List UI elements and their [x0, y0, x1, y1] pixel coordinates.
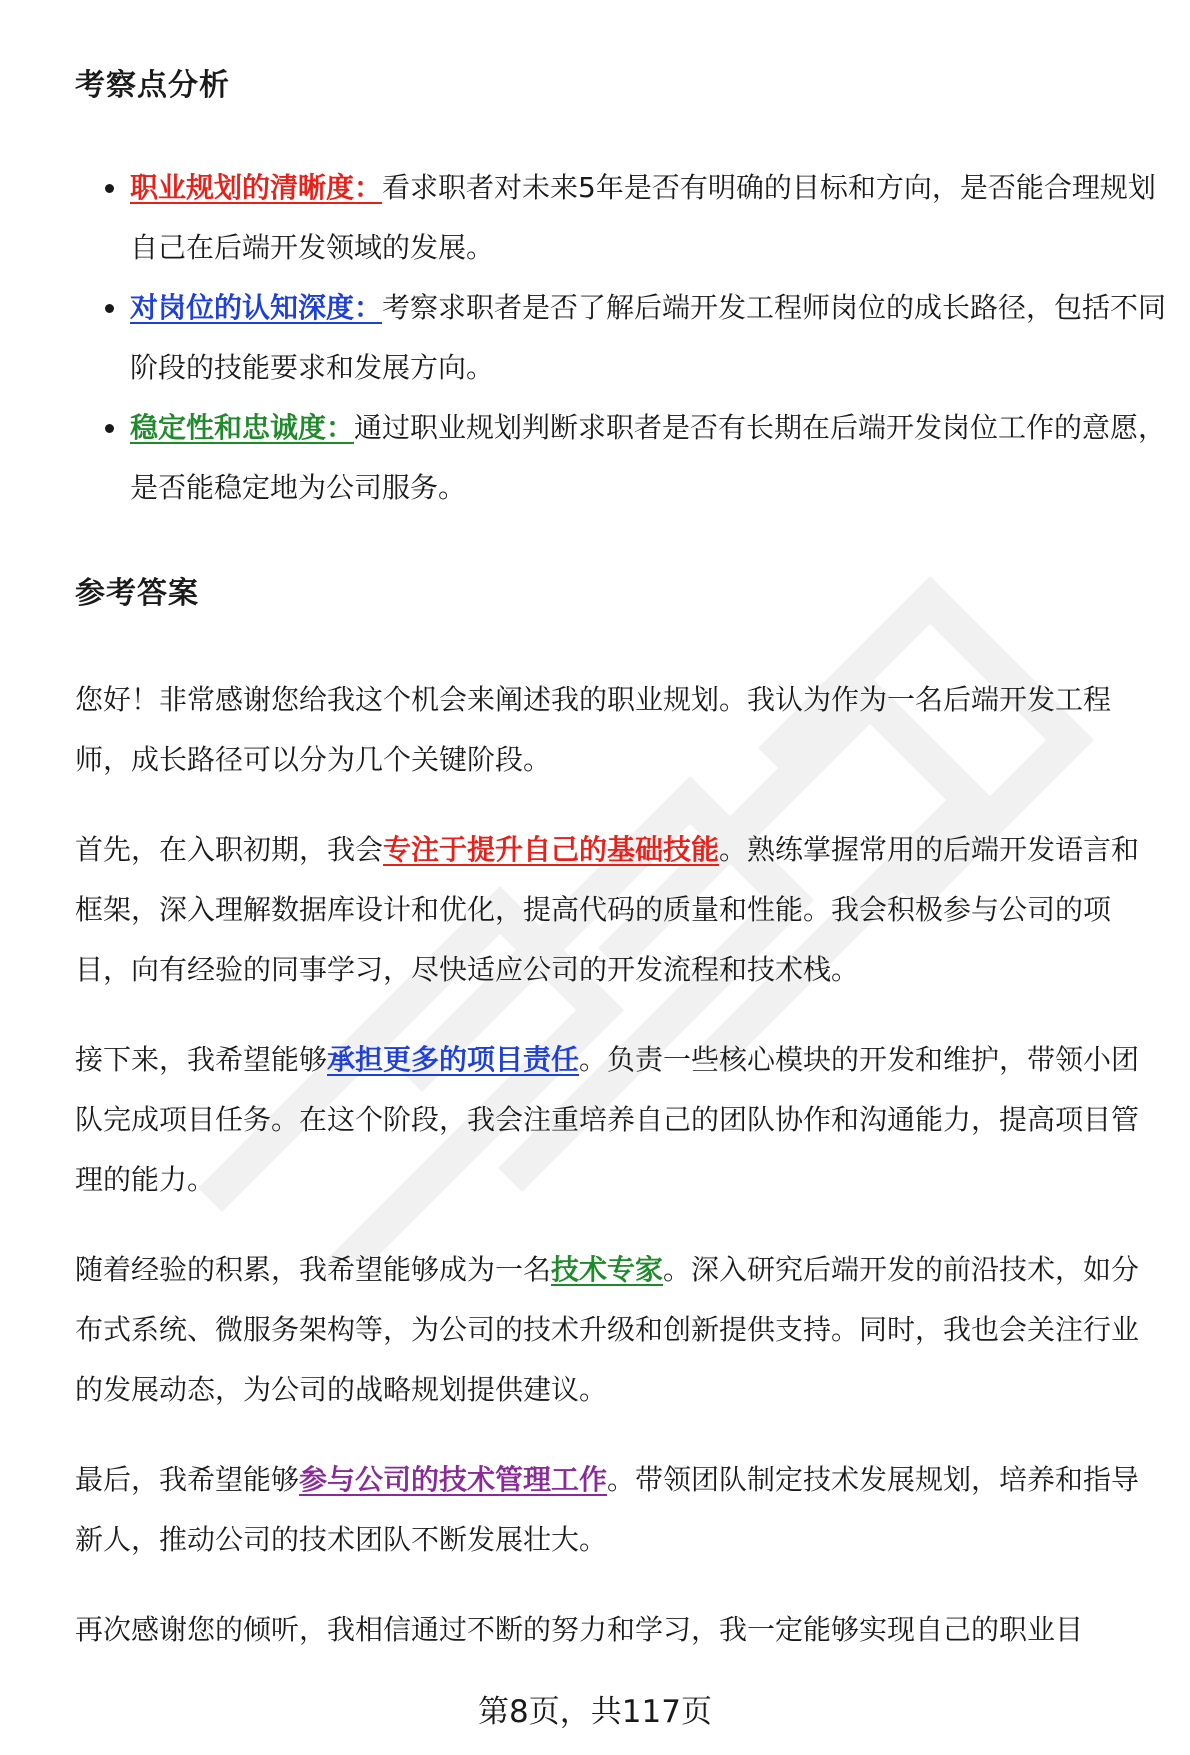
answer-paragraph	[75, 820, 1165, 1000]
paragraph-text: 。深入研究后端开发的前沿技术，如分布式系统、微服务架构等，为公司的技术升级和创新提供支持。同时，我也会关注行业的发展动态，为公司的战略规划提供建议。	[75, 1253, 1140, 1406]
main-content	[75, 62, 1170, 1690]
paragraph-text: 再次感谢您的倾听，我相信通过不断的努力和学习，我一定能够实现自己的职业目	[75, 1613, 1084, 1646]
bullet-icon	[105, 304, 114, 313]
paragraph-text: 随着经验的积累，我希望能够成为一名	[75, 1253, 552, 1286]
answer-heading: 参考答案	[75, 576, 199, 611]
paragraph-keyword: 技术专家	[551, 1253, 664, 1286]
paragraph-text: 。带领团队制定技术发展规划，培养和指导新人，推动公司的技术团队不断发展壮大。	[75, 1463, 1140, 1556]
answer-paragraph	[75, 1240, 1165, 1420]
analysis-point	[75, 278, 1170, 398]
point-text: 考察求职者是否了解后端开发工程师岗位的成长路径，包括不同阶段的技能要求和发展方向。	[130, 291, 1167, 384]
analysis-point	[75, 398, 1170, 518]
bullet-icon	[105, 424, 114, 433]
point-keyword: 稳定性和忠诚度：	[130, 411, 355, 444]
answer-paragraph	[75, 1450, 1165, 1570]
paragraph-text: 最后，我希望能够	[75, 1463, 300, 1496]
bullet-icon	[105, 184, 114, 193]
paragraph-text: 您好！非常感谢您给我这个机会来阐述我的职业规划。我认为作为一名后端开发工程师，成长路径可以分为几个关键阶段。	[75, 683, 1112, 776]
paragraph-keyword: 参与公司的技术管理工作	[299, 1463, 608, 1496]
paragraph-text: 。熟练掌握常用的后端开发语言和框架，深入理解数据库设计和优化，提高代码的质量和性能。我会积极参与公司的项目，向有经验的同事学习，尽快适应公司的开发流程和技术栈。	[75, 833, 1140, 986]
paragraph-keyword: 专注于提升自己的基础技能	[383, 833, 720, 866]
page-number-footer: 第8页，共117页	[478, 1694, 712, 1730]
analysis-point	[75, 158, 1170, 278]
paragraph-keyword: 承担更多的项目责任	[327, 1043, 580, 1076]
point-keyword: 职业规划的清晰度：	[130, 171, 383, 204]
analysis-heading: 考察点分析	[75, 68, 230, 103]
paragraph-text: 。负责一些核心模块的开发和维护，带领小团队完成项目任务。在这个阶段，我会注重培养自己的团队协作和沟通能力，提高项目管理的能力。	[75, 1043, 1140, 1196]
point-text: 通过职业规划判断求职者是否有长期在后端开发岗位工作的意愿，是否能稳定地为公司服务。	[130, 411, 1167, 504]
point-keyword: 对岗位的认知深度：	[130, 291, 383, 324]
answer-paragraph	[75, 1600, 1165, 1660]
point-text: 看求职者对未来5年是否有明确的目标和方向，是否能合理规划自己在后端开发领域的发展。	[130, 171, 1156, 264]
answer-paragraph	[75, 1030, 1165, 1210]
answer-paragraph	[75, 670, 1165, 790]
analysis-point-list	[75, 158, 1170, 518]
paragraph-text: 首先，在入职初期，我会	[75, 833, 384, 866]
paragraph-text: 接下来，我希望能够	[75, 1043, 328, 1076]
